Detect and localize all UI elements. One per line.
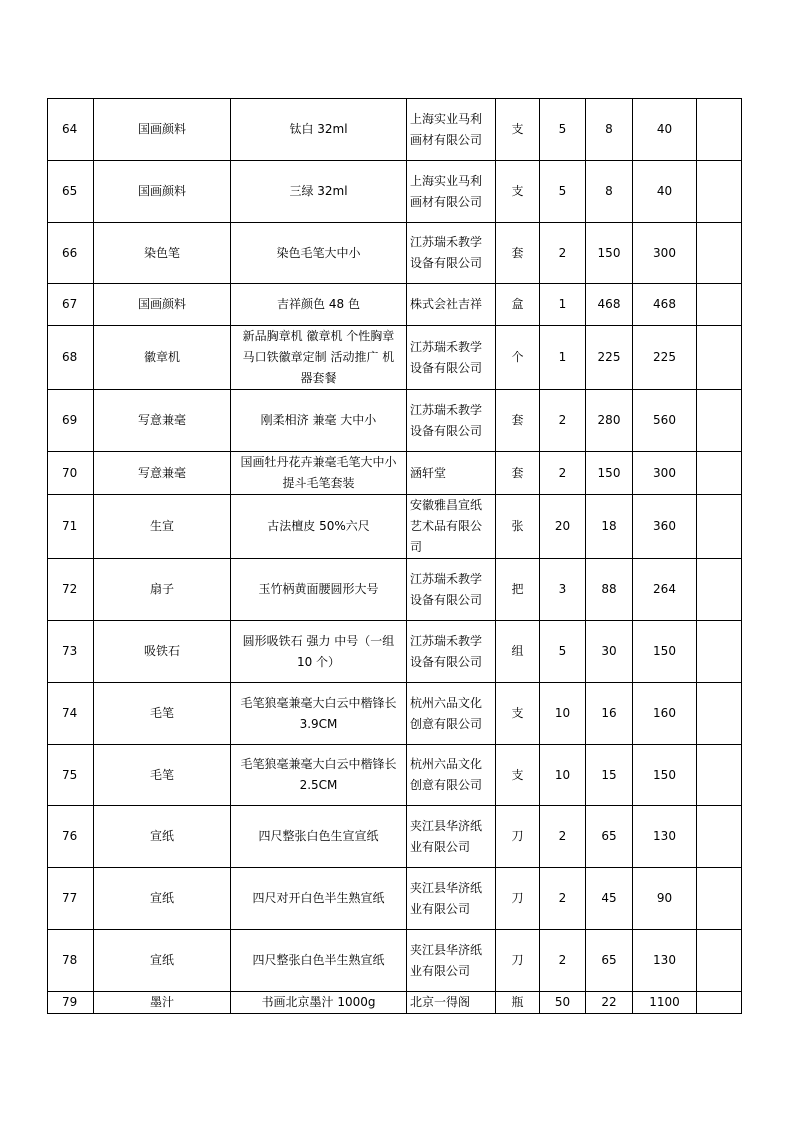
item-total: 150 bbox=[633, 745, 697, 806]
table-body bbox=[48, 99, 742, 1014]
row-number: 68 bbox=[48, 326, 94, 390]
item-name: 墨汁 bbox=[94, 992, 231, 1014]
item-quantity: 2 bbox=[540, 930, 586, 992]
item-name: 染色笔 bbox=[94, 223, 231, 284]
item-quantity: 2 bbox=[540, 452, 586, 495]
table-row bbox=[48, 621, 742, 683]
item-unit: 组 bbox=[496, 621, 540, 683]
item-supplier: 北京一得阁 bbox=[407, 992, 496, 1014]
item-spec: 吉祥颜色 48 色 bbox=[231, 284, 407, 326]
item-total: 1100 bbox=[633, 992, 697, 1014]
table-row bbox=[48, 326, 742, 390]
item-spec: 钛白 32ml bbox=[231, 99, 407, 161]
item-spec: 染色毛笔大中小 bbox=[231, 223, 407, 284]
row-number: 76 bbox=[48, 806, 94, 868]
item-total: 130 bbox=[633, 930, 697, 992]
table-row bbox=[48, 223, 742, 284]
item-unit: 刀 bbox=[496, 868, 540, 930]
item-note bbox=[697, 621, 742, 683]
item-note bbox=[697, 326, 742, 390]
item-price: 150 bbox=[586, 452, 633, 495]
item-quantity: 5 bbox=[540, 621, 586, 683]
item-supplier: 杭州六品文化创意有限公司 bbox=[407, 745, 496, 806]
item-name: 吸铁石 bbox=[94, 621, 231, 683]
item-supplier: 夹江县华济纸业有限公司 bbox=[407, 806, 496, 868]
item-quantity: 1 bbox=[540, 326, 586, 390]
item-supplier: 夹江县华济纸业有限公司 bbox=[407, 930, 496, 992]
item-name: 生宣 bbox=[94, 495, 231, 559]
item-note bbox=[697, 161, 742, 223]
item-price: 280 bbox=[586, 390, 633, 452]
table-row bbox=[48, 161, 742, 223]
item-quantity: 3 bbox=[540, 559, 586, 621]
item-name: 毛笔 bbox=[94, 683, 231, 745]
price-list-table bbox=[47, 98, 742, 1014]
item-spec: 四尺对开白色半生熟宣纸 bbox=[231, 868, 407, 930]
item-spec: 国画牡丹花卉兼毫毛笔大中小提斗毛笔套装 bbox=[231, 452, 407, 495]
item-name: 宣纸 bbox=[94, 806, 231, 868]
row-number: 72 bbox=[48, 559, 94, 621]
item-quantity: 20 bbox=[540, 495, 586, 559]
item-quantity: 5 bbox=[540, 99, 586, 161]
item-quantity: 2 bbox=[540, 806, 586, 868]
item-spec: 古法檀皮 50%六尺 bbox=[231, 495, 407, 559]
item-unit: 套 bbox=[496, 390, 540, 452]
item-note bbox=[697, 868, 742, 930]
row-number: 67 bbox=[48, 284, 94, 326]
item-name: 国画颜料 bbox=[94, 161, 231, 223]
table-row bbox=[48, 559, 742, 621]
item-price: 22 bbox=[586, 992, 633, 1014]
item-price: 225 bbox=[586, 326, 633, 390]
item-price: 8 bbox=[586, 99, 633, 161]
item-supplier: 江苏瑞禾教学设备有限公司 bbox=[407, 223, 496, 284]
item-total: 264 bbox=[633, 559, 697, 621]
row-number: 71 bbox=[48, 495, 94, 559]
item-unit: 瓶 bbox=[496, 992, 540, 1014]
row-number: 70 bbox=[48, 452, 94, 495]
item-spec: 玉竹柄黄面腰圆形大号 bbox=[231, 559, 407, 621]
item-name: 毛笔 bbox=[94, 745, 231, 806]
item-name: 宣纸 bbox=[94, 930, 231, 992]
item-unit: 盒 bbox=[496, 284, 540, 326]
item-price: 18 bbox=[586, 495, 633, 559]
item-name: 国画颜料 bbox=[94, 284, 231, 326]
item-quantity: 50 bbox=[540, 992, 586, 1014]
item-name: 徽章机 bbox=[94, 326, 231, 390]
item-price: 65 bbox=[586, 930, 633, 992]
item-spec: 毛笔狼毫兼毫大白云中楷锋长 2.5CM bbox=[231, 745, 407, 806]
table-row bbox=[48, 390, 742, 452]
item-total: 40 bbox=[633, 99, 697, 161]
row-number: 64 bbox=[48, 99, 94, 161]
item-quantity: 2 bbox=[540, 868, 586, 930]
item-quantity: 2 bbox=[540, 390, 586, 452]
row-number: 69 bbox=[48, 390, 94, 452]
item-spec: 书画北京墨汁 1000g bbox=[231, 992, 407, 1014]
item-note bbox=[697, 806, 742, 868]
item-unit: 把 bbox=[496, 559, 540, 621]
item-note bbox=[697, 559, 742, 621]
item-total: 360 bbox=[633, 495, 697, 559]
item-spec: 刚柔相济 兼毫 大中小 bbox=[231, 390, 407, 452]
item-supplier: 江苏瑞禾教学设备有限公司 bbox=[407, 621, 496, 683]
table-row bbox=[48, 284, 742, 326]
item-name: 写意兼毫 bbox=[94, 390, 231, 452]
item-note bbox=[697, 683, 742, 745]
item-quantity: 1 bbox=[540, 284, 586, 326]
item-total: 160 bbox=[633, 683, 697, 745]
item-price: 16 bbox=[586, 683, 633, 745]
item-spec: 圆形吸铁石 强力 中号（一组 10 个） bbox=[231, 621, 407, 683]
item-name: 扇子 bbox=[94, 559, 231, 621]
item-spec: 毛笔狼毫兼毫大白云中楷锋长 3.9CM bbox=[231, 683, 407, 745]
table-row bbox=[48, 992, 742, 1014]
item-unit: 支 bbox=[496, 99, 540, 161]
item-note bbox=[697, 223, 742, 284]
item-name: 国画颜料 bbox=[94, 99, 231, 161]
item-spec: 四尺整张白色生宣宣纸 bbox=[231, 806, 407, 868]
item-total: 300 bbox=[633, 452, 697, 495]
item-total: 90 bbox=[633, 868, 697, 930]
item-note bbox=[697, 390, 742, 452]
table-row bbox=[48, 99, 742, 161]
row-number: 75 bbox=[48, 745, 94, 806]
item-supplier: 夹江县华济纸业有限公司 bbox=[407, 868, 496, 930]
item-total: 130 bbox=[633, 806, 697, 868]
item-total: 560 bbox=[633, 390, 697, 452]
row-number: 78 bbox=[48, 930, 94, 992]
row-number: 65 bbox=[48, 161, 94, 223]
row-number: 79 bbox=[48, 992, 94, 1014]
item-total: 40 bbox=[633, 161, 697, 223]
item-unit: 张 bbox=[496, 495, 540, 559]
item-note bbox=[697, 495, 742, 559]
item-unit: 支 bbox=[496, 745, 540, 806]
item-note bbox=[697, 930, 742, 992]
item-note bbox=[697, 745, 742, 806]
item-quantity: 10 bbox=[540, 745, 586, 806]
item-supplier: 安徽雅昌宣纸艺术品有限公司 bbox=[407, 495, 496, 559]
item-price: 88 bbox=[586, 559, 633, 621]
item-unit: 支 bbox=[496, 683, 540, 745]
item-supplier: 涵轩堂 bbox=[407, 452, 496, 495]
item-spec: 三绿 32ml bbox=[231, 161, 407, 223]
item-supplier: 江苏瑞禾教学设备有限公司 bbox=[407, 559, 496, 621]
item-spec: 四尺整张白色半生熟宣纸 bbox=[231, 930, 407, 992]
item-spec: 新品胸章机 徽章机 个性胸章 马口铁徽章定制 活动推广 机器套餐 bbox=[231, 326, 407, 390]
item-total: 150 bbox=[633, 621, 697, 683]
row-number: 77 bbox=[48, 868, 94, 930]
row-number: 74 bbox=[48, 683, 94, 745]
item-price: 150 bbox=[586, 223, 633, 284]
item-price: 468 bbox=[586, 284, 633, 326]
table-row bbox=[48, 452, 742, 495]
item-note bbox=[697, 284, 742, 326]
item-total: 468 bbox=[633, 284, 697, 326]
item-name: 写意兼毫 bbox=[94, 452, 231, 495]
item-price: 30 bbox=[586, 621, 633, 683]
item-unit: 刀 bbox=[496, 930, 540, 992]
item-name: 宣纸 bbox=[94, 868, 231, 930]
item-unit: 套 bbox=[496, 223, 540, 284]
item-note bbox=[697, 992, 742, 1014]
item-supplier: 上海实业马利画材有限公司 bbox=[407, 161, 496, 223]
table-row bbox=[48, 683, 742, 745]
table-row bbox=[48, 745, 742, 806]
item-supplier: 江苏瑞禾教学设备有限公司 bbox=[407, 326, 496, 390]
item-total: 300 bbox=[633, 223, 697, 284]
table-row bbox=[48, 868, 742, 930]
item-note bbox=[697, 99, 742, 161]
table-row bbox=[48, 806, 742, 868]
item-quantity: 5 bbox=[540, 161, 586, 223]
item-price: 65 bbox=[586, 806, 633, 868]
item-supplier: 上海实业马利画材有限公司 bbox=[407, 99, 496, 161]
item-supplier: 株式会社吉祥 bbox=[407, 284, 496, 326]
item-quantity: 2 bbox=[540, 223, 586, 284]
item-unit: 套 bbox=[496, 452, 540, 495]
item-price: 15 bbox=[586, 745, 633, 806]
item-price: 45 bbox=[586, 868, 633, 930]
row-number: 66 bbox=[48, 223, 94, 284]
item-unit: 个 bbox=[496, 326, 540, 390]
table-row bbox=[48, 930, 742, 992]
item-supplier: 杭州六品文化创意有限公司 bbox=[407, 683, 496, 745]
item-supplier: 江苏瑞禾教学设备有限公司 bbox=[407, 390, 496, 452]
table-row bbox=[48, 495, 742, 559]
item-unit: 刀 bbox=[496, 806, 540, 868]
item-price: 8 bbox=[586, 161, 633, 223]
item-unit: 支 bbox=[496, 161, 540, 223]
item-note bbox=[697, 452, 742, 495]
item-quantity: 10 bbox=[540, 683, 586, 745]
item-total: 225 bbox=[633, 326, 697, 390]
row-number: 73 bbox=[48, 621, 94, 683]
